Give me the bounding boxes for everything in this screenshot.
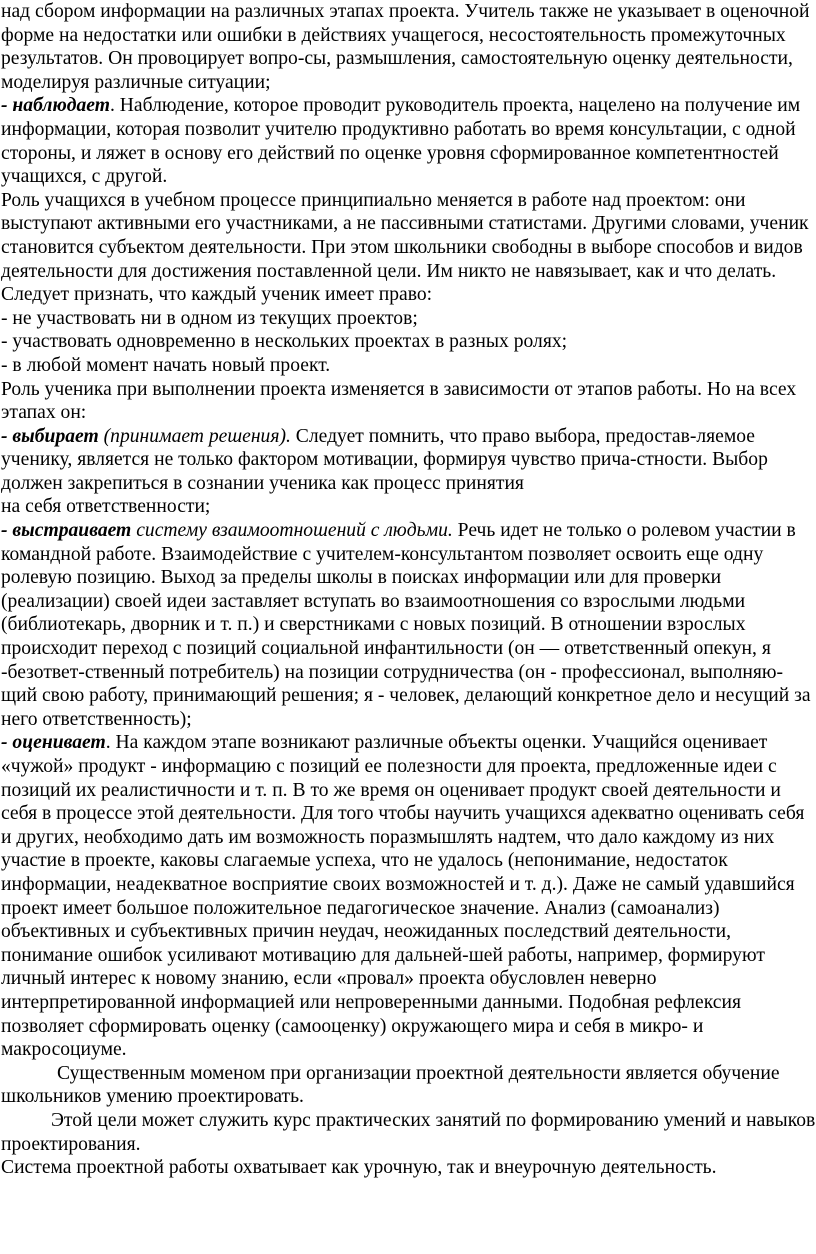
paragraph-design-training: Существенным моменом при организации проектной деятельности является обучение школьников умению проектировать. (1, 1062, 780, 1108)
paragraph-builds-text: Речь идет не только о ролевом участии в командной работе. Взаимодействие с учителем-консультантом позволяет освоить еще одну ролевую позицию. Выход за пределы школы в поисках информации или для проверки (реализации) своей идеи заставляет вступать во взаимоотношения со взрослыми людьми (библиотекарь, дворник и т. п.) и сверстниками с новых позиций. В отношении взрослых происходит переход с позиций социальной инфантильности (он — ответственный опекун, я -безответ-ственный потребитель) на позиции сотрудничества (он - профессионал, выполняю-щий свою работу, принимающий решения; я - человек, делающий конкретное дело и несущий за него ответственность); (1, 520, 811, 730)
paragraph-student-role: Роль учащихся в учебном процессе принципиально меняется в работе над проектом: они выступают активными его участниками, а не пассивными статистами. Другими словами, ученик становится субъектом деятельности. При этом школьники свободны в выборе способов и видов деятельности для достижения поставленной цели. Им никто не навязывает, как и что делать. (1, 189, 809, 282)
paragraph-observes (1, 94, 816, 188)
list-item-right-1: - не участвовать ни в одном из текущих проектов; (1, 307, 418, 329)
paragraph-evaluates-text: . На каждом этапе возникают различные объекты оценки. Учащийся оценивает «чужой» продукт - информацию с позиций ее полезности для проекта, предложенные идеи с позиций их реалистичности и т. п. В то же время он оценивает продукт своей деятельности и себя в процессе этой деятельности. Для того чтобы научить учащихся адекватно оценивать себя и других, необходимо дать им возможность поразмышлять надтем, что дало каждому из них участие в проекте, каковы слагаемые успеха, что не удалось (непонимание, недостаток информации, неадекватное восприятие своих возможностей и т. д.). Даже не самый удавшийся проект имеет большое положительное педагогическое значение. Анализ (самоанализ) объективных и субъективных причин неудач, неожиданных последствий деятельности, понимание ошибок усиливают мотивацию для дальней-шей работы, например, формируют личный интерес к новому знанию, если «провал» проекта обусловлен неверно интерпретированной информацией или непроверенными данными. Подобная рефлексия позволяет сформировать оценку (самооценку) окружающего мира и себя в микро- и макросоциуме. (1, 732, 805, 1061)
paragraph-evaluates (1, 731, 816, 1061)
list-item-right-3: - в любой момент начать новый проект. (1, 354, 331, 376)
paragraph-practical-course: Этой цели может служить курс практических занятий по формированию умений и навыков проектирования. (1, 1109, 816, 1155)
term-evaluates: - оценивает (1, 732, 106, 754)
paragraph-chooses (1, 425, 816, 496)
term-chooses: - выбирает (1, 425, 99, 447)
paragraph-chooses-text: Следует помнить, что право выбора, предостав-ляемое ученику, является не только фактором мотивации, формируя чувство прича-стности. Выбор должен закрепиться в сознании ученика как процесс принятия (1, 425, 768, 494)
paragraph-builds (1, 519, 816, 731)
term-observes: - наблюдает (1, 95, 110, 117)
list-item-right-2: - участвовать одновременно в нескольких проектах в разных ролях; (1, 331, 568, 353)
note-chooses: (принимает решения). (98, 425, 291, 447)
paragraph-responsibility: на себя ответственности; (1, 496, 211, 518)
paragraph-observes-text: . Наблюдение, которое проводит руководитель проекта, нацелено на получение им информации, которая позволит учителю продуктивно работать во время консультации, с одной стороны, и ляжет в основу его действий по оценке уровня сформированное компетентностей учащихся, с другой. (1, 95, 801, 188)
term-builds: - выстраивает (1, 520, 132, 542)
note-builds: систему взаимоотношений с людьми. (131, 520, 453, 542)
paragraph-student-stages: Роль ученика при выполнении проекта изменяется в зависимости от этапов работы. Но на всех этапах он: (1, 378, 797, 424)
paragraph-student-rights: Следует признать, что каждый ученик имеет право: (1, 284, 433, 306)
paragraph-project-system: Система проектной работы охватывает как урочную, так и внеурочную деятельность. (1, 1157, 717, 1179)
paragraph-teacher-observes-intro: над сбором информации на различных этапах проекта. Учитель также не указывает в оценочной форме на недостатки или ошибки в действиях учащегося, несостоятельность промежуточных результатов. Он провоцирует вопро-сы, размышления, самостоятельную оценку деятельности, моделируя различные ситуации; (1, 1, 810, 93)
